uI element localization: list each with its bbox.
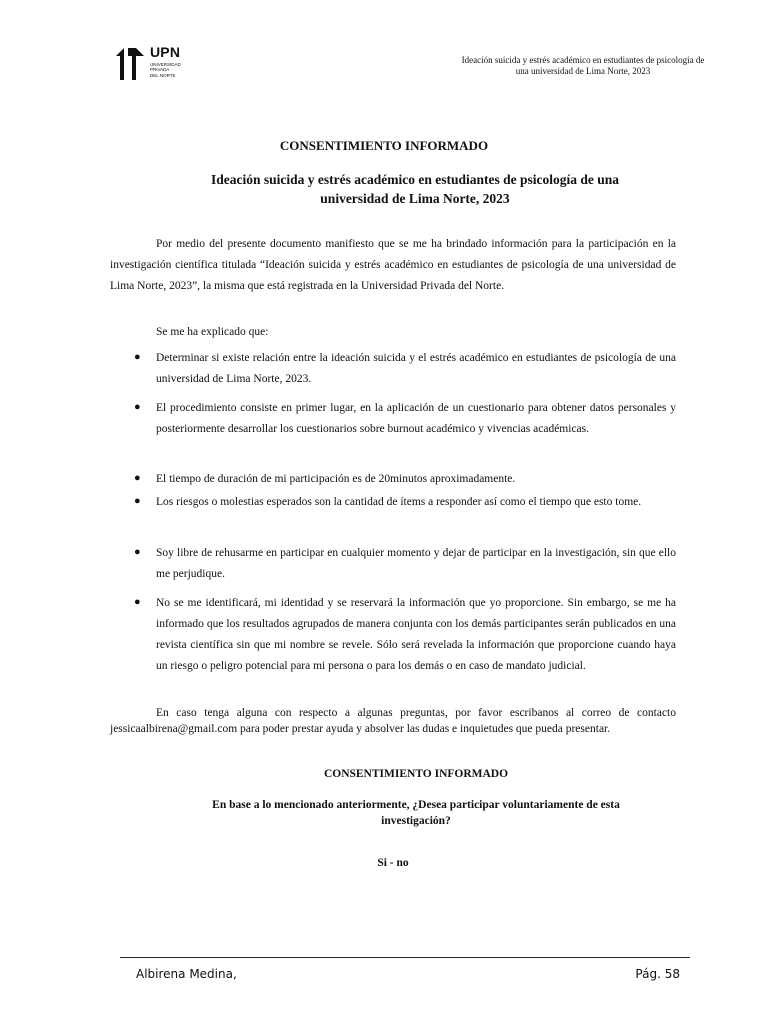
list-item: El tiempo de duración de mi participación es de 20minutos aproximadamente. (156, 473, 516, 485)
consent-question-line: investigación? (381, 815, 451, 827)
bullet-icon: ● (134, 351, 141, 363)
upn-logo-mark-icon (114, 46, 148, 82)
page-number: Pág. 58 (635, 967, 680, 981)
logo-wordmark: UPN (150, 44, 181, 60)
study-title-line: Ideación suicida y estrés académico en estudiantes de psicología de una (210, 172, 619, 187)
answer-options: Si - no (377, 857, 409, 869)
bullet-icon: ● (134, 472, 141, 484)
study-title-line: universidad de Lima Norte, 2023 (320, 191, 510, 206)
study-title (150, 170, 680, 208)
bullet-icon: ● (134, 546, 141, 558)
list-item: El procedimiento consiste en primer lugar, en la aplicación de un cuestionario para obtener datos personales y posteriormente desarrollar los cuestionarios sobre burnout académico y vivencias académicas. (156, 402, 676, 435)
list-item: Los riesgos o molestias esperados son la cantidad de ítems a responder así como el tiempo que esto tome. (156, 496, 642, 508)
consent-question (170, 797, 662, 829)
bullet-icon: ● (134, 495, 141, 507)
logo-subtitle (150, 62, 190, 78)
running-header-line: una universidad de Lima Norte, 2023 (515, 66, 651, 76)
bullet-icon: ● (134, 401, 141, 413)
footer-author: Albirena Medina, (136, 967, 237, 981)
logo-subtitle-line: PRIVADA (150, 67, 170, 73)
list-item: Soy libre de rehusarme en participar en cualquier momento y dejar de participar en la investigación, sin que ello me perjudique. (156, 547, 676, 580)
consent-heading: CONSENTIMIENTO INFORMADO (323, 768, 509, 780)
document-title: CONSENTIMIENTO INFORMADO (279, 138, 489, 153)
list-item: No se me identificará, mi identidad y se reservará la información que yo proporcione. Sin embargo, se me ha informado que los resultados agrupados de manera conjunta con los demás participantes serán publicados en una revista científica sin que mi nombre se revele. Sólo será revelada la información que proporcione cuando haya un riesgo o peligro potencial para mi persona o para los demás o en caso de mandato judicial. (156, 597, 676, 672)
explained-label: Se me ha explicado que: (156, 326, 269, 338)
logo-subtitle-line: DEL NORTE (150, 72, 176, 78)
bullet-icon: ● (134, 596, 141, 608)
consent-question-line: En base a lo mencionado anteriormente, ¿Desea participar voluntariamente de esta (212, 799, 620, 811)
running-header (455, 55, 711, 77)
contact-paragraph: En caso tenga alguna con respecto a algunas preguntas, por favor escribanos al correo de contacto jessicaalbirena@gmail.com para poder prestar ayuda y absolver las dudas e inquietudes que pueda presentar. (110, 707, 676, 735)
footer-divider (120, 957, 690, 958)
list-item: Determinar si existe relación entre la ideación suicida y el estrés académico en estudiantes de psicología de una universidad de Lima Norte, 2023. (156, 352, 676, 385)
intro-paragraph: Por medio del presente documento manifiesto que se me ha brindado información para la participación en la investigación científica titulada “Ideación suicida y estrés académico en estudiantes de psicología de una universidad de Lima Norte, 2023”, la misma que está registrada en la Universidad Privada del Norte. (110, 238, 676, 292)
running-header-line: Ideación suicida y estrés académico en estudiantes de psicología de (461, 55, 705, 65)
logo-subtitle-line: UNIVERSIDAD (150, 62, 181, 67)
